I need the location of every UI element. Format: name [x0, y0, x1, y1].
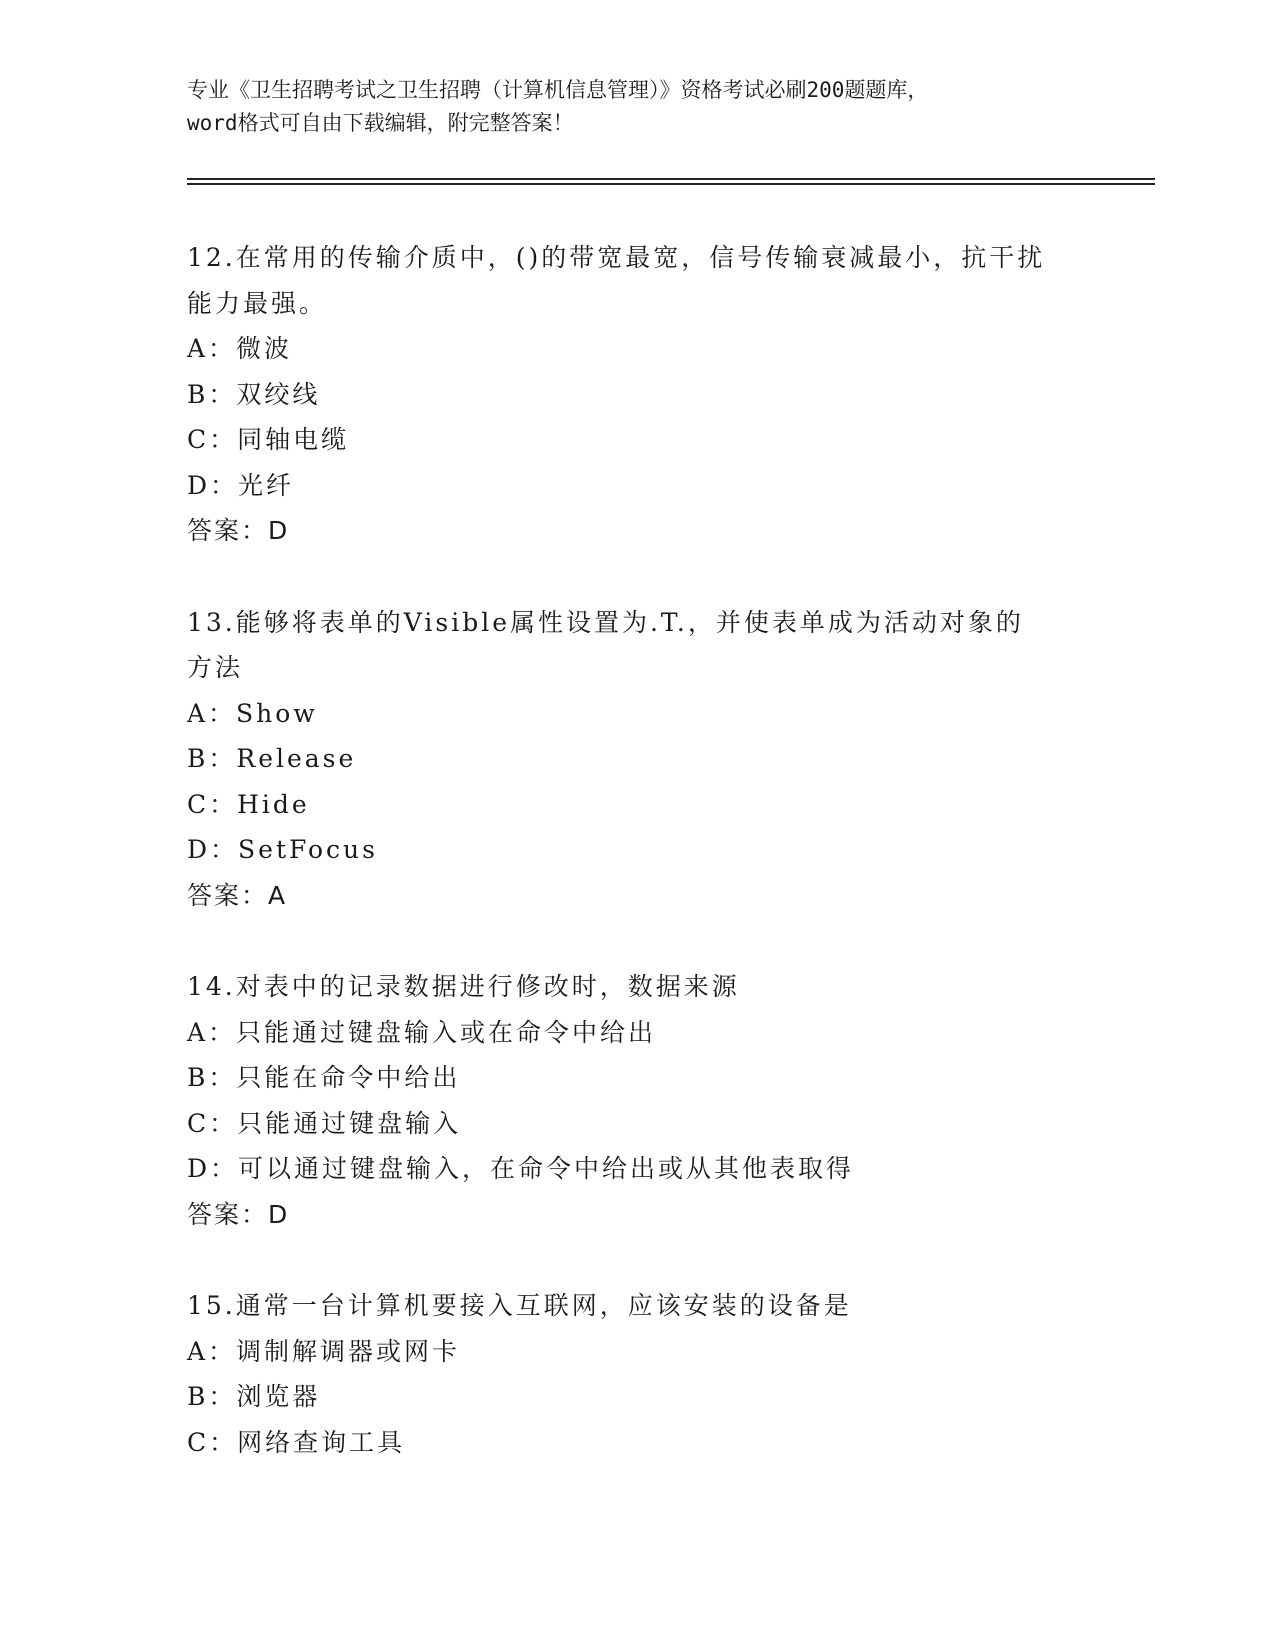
question-12 — [187, 235, 1087, 554]
option-a: A：调制解调器或网卡 — [187, 1336, 461, 1366]
option-a: A：Show — [187, 698, 318, 728]
option-c: C：同轴电缆 — [187, 425, 350, 454]
option-c: C：网络查询工具 — [187, 1427, 406, 1457]
question-stem-line: 14.对表中的记录数据进行修改时，数据来源 — [187, 972, 740, 1001]
question-stem-line: 12.在常用的传输介质中，()的带宽最宽，信号传输衰减最小，抗干扰 — [187, 243, 1046, 272]
option-a: A：只能通过键盘输入或在命令中给出 — [187, 1017, 657, 1047]
option-b: B：Release — [187, 744, 357, 773]
document-header — [187, 74, 1087, 140]
answer-label: 答案：A — [187, 880, 288, 910]
option-d: D：可以通过键盘输入，在命令中给出或从其他表取得 — [187, 1154, 855, 1183]
question-stem-line: 13.能够将表单的Visible属性设置为.T.，并使表单成为活动对象的 — [187, 607, 1024, 637]
question-stem-line: 能力最强。 — [187, 288, 328, 318]
option-b: B：浏览器 — [187, 1382, 321, 1411]
question-15 — [187, 1283, 1087, 1465]
header-divider-top — [187, 178, 1155, 180]
option-d: D：SetFocus — [187, 835, 378, 864]
question-14 — [187, 964, 1087, 1237]
question-stem-line: 15.通常一台计算机要接入互联网，应该安装的设备是 — [187, 1291, 852, 1320]
option-d: D：光纤 — [187, 470, 295, 500]
header-line-1: 专业《卫生招聘考试之卫生招聘（计算机信息管理）》资格考试必刷200题题库， — [187, 78, 929, 102]
answer-label: 答案：D — [187, 516, 290, 545]
option-b: B：双绞线 — [187, 379, 321, 409]
option-c: C：Hide — [187, 789, 310, 819]
header-line-2: word格式可自由下载编辑，附完整答案！ — [187, 111, 574, 135]
option-c: C：只能通过键盘输入 — [187, 1108, 462, 1138]
question-stem-line: 方法 — [187, 653, 244, 682]
question-13 — [187, 600, 1087, 919]
option-a: A：微波 — [187, 334, 293, 363]
option-b: B：只能在命令中给出 — [187, 1063, 461, 1092]
header-divider-bottom — [187, 183, 1155, 185]
question-list — [187, 235, 1087, 1511]
answer-label: 答案：D — [187, 1199, 290, 1229]
